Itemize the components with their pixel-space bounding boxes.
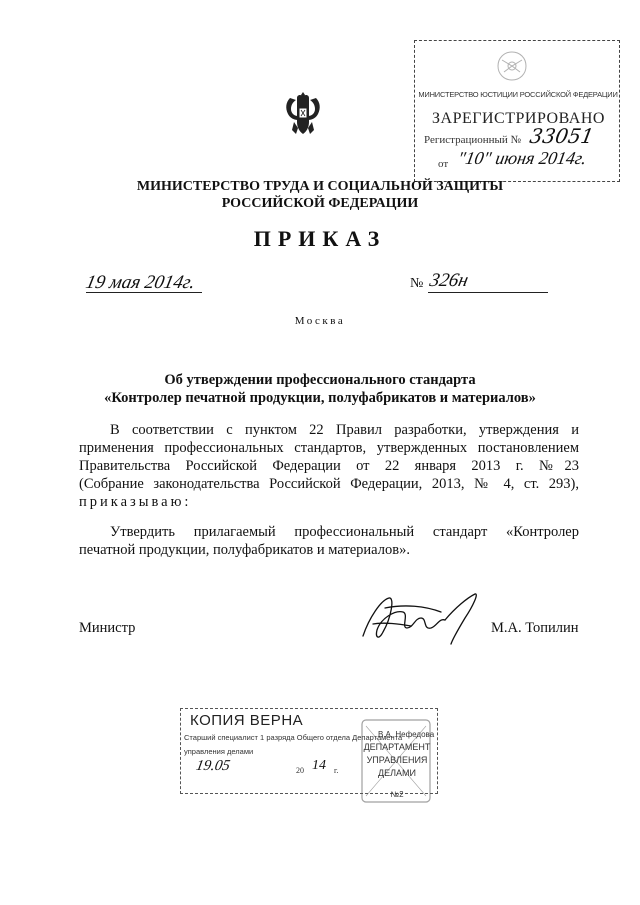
body-p2-line-1: Утвердить прилагаемый профессиональный стандарт «Контролер bbox=[110, 524, 579, 540]
body-p1-line-5: приказываю: bbox=[79, 494, 192, 510]
signatory-name: М.А. Топилин bbox=[491, 620, 579, 636]
order-number-sign: № bbox=[410, 276, 424, 291]
copy-stamp-year: 14 bbox=[312, 758, 326, 773]
registration-stamp-title: ЗАРЕГИСТРИРОВАНО bbox=[432, 110, 605, 127]
department-stamp-line-4: №2 bbox=[390, 790, 404, 799]
order-date-underline bbox=[86, 292, 202, 293]
order-number: 326н bbox=[427, 270, 471, 291]
double-headed-eagle-emblem-icon bbox=[282, 88, 324, 140]
handwritten-signature bbox=[355, 588, 485, 648]
document-type-title: ПРИКАЗ bbox=[253, 226, 387, 251]
city-name: Москва bbox=[294, 315, 346, 327]
registration-number-value: 33051 bbox=[527, 124, 596, 148]
registration-number-label: Регистрационный № bbox=[424, 134, 522, 146]
registration-date-prefix: от bbox=[438, 158, 449, 170]
copy-stamp-date: 19.05 bbox=[194, 758, 232, 774]
department-stamp-line-2: УПРАВЛЕНИЯ bbox=[366, 755, 428, 765]
copy-stamp-year-prefix: 20 bbox=[296, 766, 304, 775]
signatory-title: Министр bbox=[79, 620, 136, 636]
order-date: 19 мая 2014г. bbox=[83, 272, 198, 293]
department-stamp-line-3: ДЕЛАМИ bbox=[378, 768, 416, 778]
copy-stamp-year-suffix: г. bbox=[334, 766, 339, 775]
order-number-underline bbox=[428, 292, 548, 293]
body-p2-line-2: печатной продукции, полуфабрикатов и материалов». bbox=[79, 542, 410, 558]
registration-stamp-ministry: МИНИСТЕРСТВО ЮСТИЦИИ РОССИЙСКОЙ ФЕДЕРАЦИИ bbox=[418, 90, 618, 99]
subject-line-1: Об утверждении профессионального стандарта bbox=[164, 372, 476, 388]
body-paragraph-2 bbox=[79, 523, 579, 559]
ministry-name-line-2: РОССИЙСКОЙ ФЕДЕРАЦИИ bbox=[221, 196, 419, 211]
copy-stamp-position: Старший специалист 1 разряда Общего отдела Департамента bbox=[184, 733, 403, 742]
body-paragraph-1 bbox=[79, 421, 579, 511]
body-p1-line-4: (Собрание законодательства Российской Федерации, 2013, № 4, ст. 293), bbox=[79, 476, 579, 492]
body-p1-line-2: применения профессиональных стандартов, утвержденных постановлением bbox=[79, 440, 579, 456]
coat-of-arms-stamp-icon bbox=[490, 46, 534, 86]
subject-line-2: «Контролер печатной продукции, полуфабрикатов и материалов» bbox=[104, 390, 536, 406]
copy-stamp-department: управления делами bbox=[184, 747, 254, 756]
ministry-name-line-1: МИНИСТЕРСТВО ТРУДА И СОЦИАЛЬНОЙ ЗАЩИТЫ bbox=[136, 179, 504, 194]
registration-date-value: "10" июня 2014г. bbox=[456, 148, 589, 168]
department-stamp-line-1: ДЕПАРТАМЕНТ bbox=[363, 742, 431, 752]
body-p1-line-3: Правительства Российской Федерации от 22 января 2013 г. №23 bbox=[79, 458, 579, 474]
copy-stamp-signer: В.А. Нефедова bbox=[378, 730, 435, 739]
body-p1-line-1: В соответствии с пунктом 22 Правил разработки, утверждения и bbox=[110, 422, 579, 438]
copy-stamp-title: КОПИЯ ВЕРНА bbox=[190, 712, 304, 729]
